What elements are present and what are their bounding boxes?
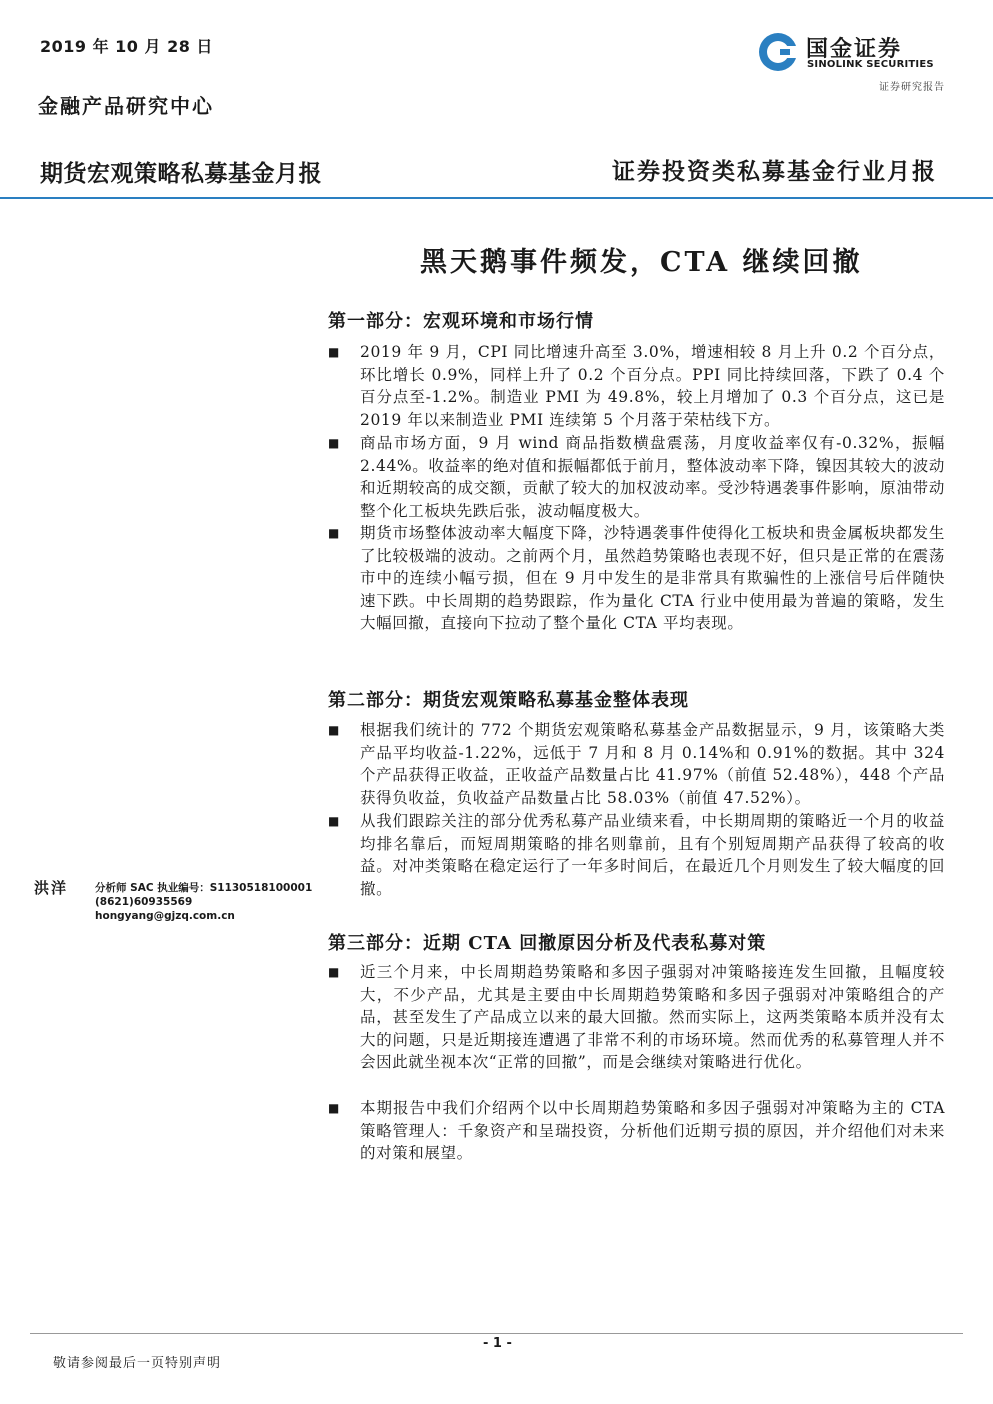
analyst-contact: [95, 881, 312, 923]
analyst-name: 洪洋: [34, 879, 69, 897]
bullet-icon: ■: [328, 436, 340, 450]
paragraph: 期货市场整体波动率大幅度下降，沙特遇袭事件使得化工板块和贵金属板块都发生了比较极端的波动。之前两个月，虽然趋势策略也表现不好，但只是正常的在震荡市中的连续小幅亏损，但在 9 月中发生的是非常具有欺骗性的上涨信号后伴随快速下跌。中长周期的趋势跟踪，作为量化 CTA 行业中使用最为普遍的策略，发生大幅回撤，直接向下拉动了整个量化 CTA 平均表现。: [360, 524, 945, 632]
paragraph: 商品市场方面，9 月 wind 商品指数横盘震荡，月度收益率仅有-0.32%，振幅 2.44%。收益率的绝对值和振幅都低于前月，整体波动率下降，镍因其较大的波动和近期较高的成交额，贡献了较大的加权波动率。受沙特遇袭事件影响，原油带动整个化工板块先跌后张，波动幅度极大。: [360, 434, 945, 520]
bullet-icon: ■: [328, 526, 340, 540]
logo-chinese-name: 国金证券: [806, 37, 903, 62]
paragraph: 2019 年 9 月，CPI 同比增速升高至 3.0%，增速相较 8 月上升 0.2 个百分点，环比增长 0.9%，同样上升了 0.2 个百分点。PPI 同比持续回落，下跌了 0.4 个百分点至-1.2%。制造业 PMI 为 49.8%，较上月增加了 0.3 个百分点，这已是 2019 年以来制造业 PMI 连续第 5 个月落于荣枯线下方。: [360, 343, 945, 429]
page-number: - 1 -: [483, 1336, 512, 1351]
section-heading-1: 第一部分：宏观环境和市场行情: [328, 311, 594, 332]
footer-divider: [30, 1333, 963, 1334]
logo-mark-icon: [756, 30, 800, 74]
paragraph: 根据我们统计的 772 个期货宏观策略私募基金产品数据显示，9 月，该策略大类产品平均收益-1.22%，远低于 7 月和 8 月 0.14%和 0.91%的数据。其中 324 个产品获得正收益，正收益产品数量占比 41.97%（前值 52.48%），448 个产品获得负收益，负收益产品数量占比 58.03%（前值 47.52%）。: [360, 721, 945, 807]
paragraph: 从我们跟踪关注的部分优秀私募产品业绩来看，中长期周期的策略近一个月的收益均排名靠后，而短周期策略的排名则靠前，且有个别短周期产品获得了较高的收益。对冲类策略在稳定运行了一年多时间后，在最近几个月则发生了较大幅度的回撤。: [360, 812, 945, 898]
bullet-icon: ■: [328, 723, 340, 737]
analyst-phone: (8621)60935569: [95, 896, 193, 908]
report-series-right: 证券投资类私募基金行业月报: [612, 158, 937, 185]
header-divider: [0, 197, 993, 199]
section-heading-2: 第二部分：期货宏观策略私募基金整体表现: [328, 690, 689, 711]
research-center-name: 金融产品研究中心: [38, 94, 214, 118]
report-series-left: 期货宏观策略私募基金月报: [40, 161, 322, 187]
page-title: 黑天鹅事件频发，CTA 继续回撤: [420, 247, 863, 278]
analyst-email: hongyang@gjzq.com.cn: [95, 910, 235, 922]
disclaimer-note: 敬请参阅最后一页特别声明: [53, 1356, 222, 1371]
section-heading-3: 第三部分：近期 CTA 回撤原因分析及代表私募对策: [328, 933, 767, 954]
logo-english-name: SINOLINK SECURITIES: [807, 59, 934, 70]
report-date: 2019 年 10 月 28 日: [40, 37, 213, 56]
bullet-icon: ■: [328, 1101, 340, 1115]
paragraph: 本期报告中我们介绍两个以中长周期趋势策略和多因子强弱对冲策略为主的 CTA 策略管理人：千象资产和呈瑞投资，分析他们近期亏损的原因，并介绍他们对未来的对策和展望。: [360, 1099, 945, 1162]
bullet-icon: ■: [328, 814, 340, 828]
report-type-label: 证券研究报告: [879, 82, 945, 93]
bullet-icon: ■: [328, 345, 340, 359]
paragraph: 近三个月来，中长周期趋势策略和多因子强弱对冲策略接连发生回撤，且幅度较大，不少产品，尤其是主要由中长周期趋势策略和多因子强弱对冲策略组合的产品，甚至发生了产品成立以来的最大回撤。然而实际上，这两类策略本质并没有太大的问题，只是近期接连遭遇了非常不利的市场环境。然而优秀的私募管理人并不会因此就坐视本次“正常的回撤”，而是会继续对策略进行优化。: [360, 963, 945, 1071]
bullet-icon: ■: [328, 965, 340, 979]
company-logo: [756, 30, 946, 74]
analyst-cert: 分析师 SAC 执业编号：S1130518100001: [95, 882, 313, 894]
